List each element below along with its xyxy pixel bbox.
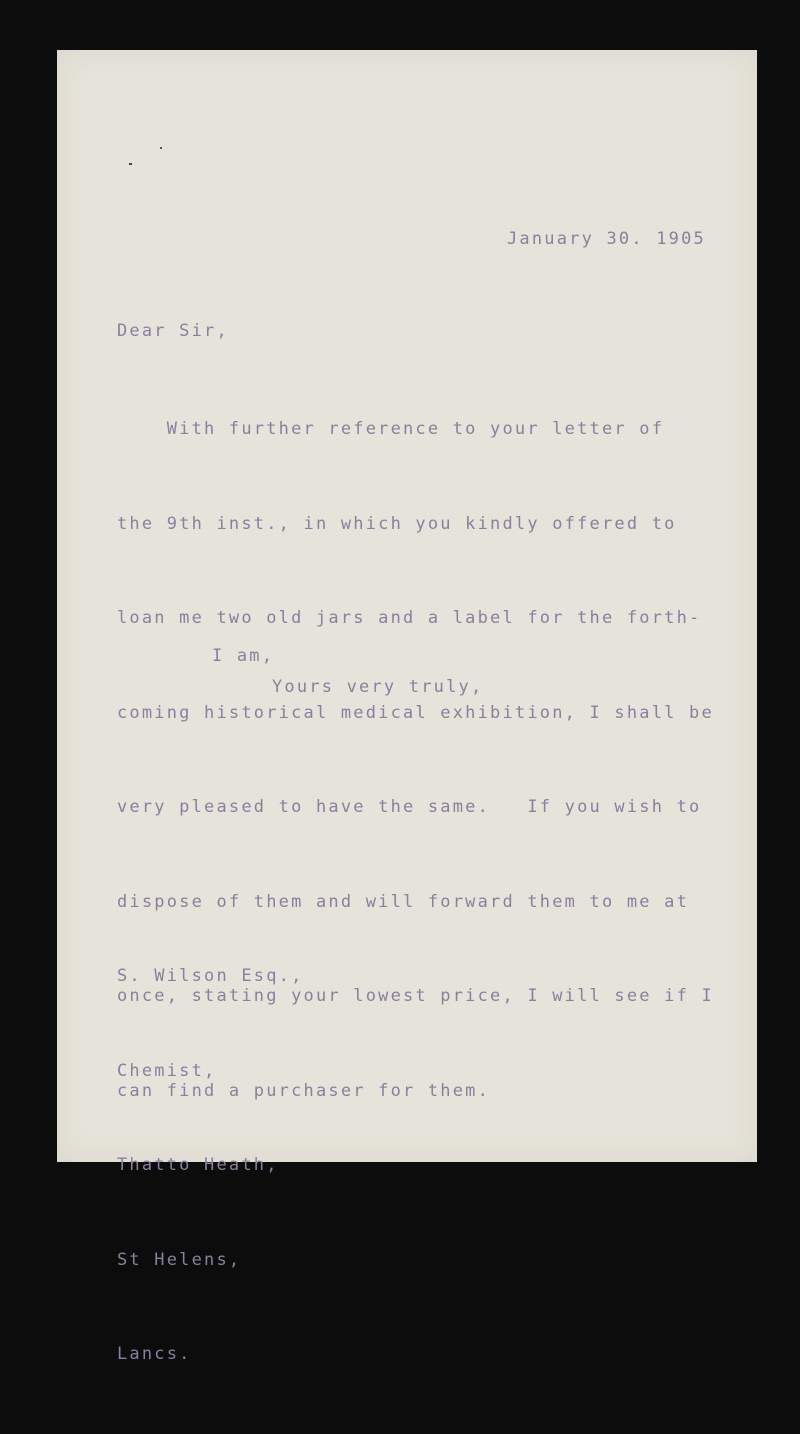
letter-page bbox=[57, 50, 757, 1364]
addressee-line: S. Wilson Esq., bbox=[117, 966, 304, 986]
body-line: the 9th inst., in which you kindly offered to bbox=[117, 513, 677, 534]
body-line: can find a purchaser for them. bbox=[117, 1080, 491, 1101]
body-line: once, stating your lowest price, I will see if I bbox=[117, 986, 714, 1006]
addressee-line: Lancs. bbox=[117, 1344, 192, 1364]
signoff: Yours very truly, bbox=[272, 677, 484, 697]
closing: I am, bbox=[212, 646, 275, 666]
addressee-block bbox=[117, 898, 304, 1434]
addressee-line: Chemist, bbox=[117, 1060, 217, 1081]
body-line: very pleased to have the same. If you wish to bbox=[117, 797, 702, 817]
addressee-line: St Helens, bbox=[117, 1249, 242, 1270]
body-line: loan me two old jars and a label for the forth- bbox=[117, 608, 702, 628]
salutation: Dear Sir, bbox=[117, 321, 229, 341]
body-line: dispose of them and will forward them to me at bbox=[117, 891, 690, 912]
body-line: With further reference to your letter of bbox=[117, 419, 665, 439]
letter-date: January 30. 1905 bbox=[507, 229, 706, 249]
addressee-line: Thatto Heath, bbox=[117, 1155, 279, 1175]
paper-blemish bbox=[129, 163, 132, 165]
paper-blemish bbox=[160, 147, 162, 149]
body-line: coming historical medical exhibition, I shall be bbox=[117, 702, 714, 723]
